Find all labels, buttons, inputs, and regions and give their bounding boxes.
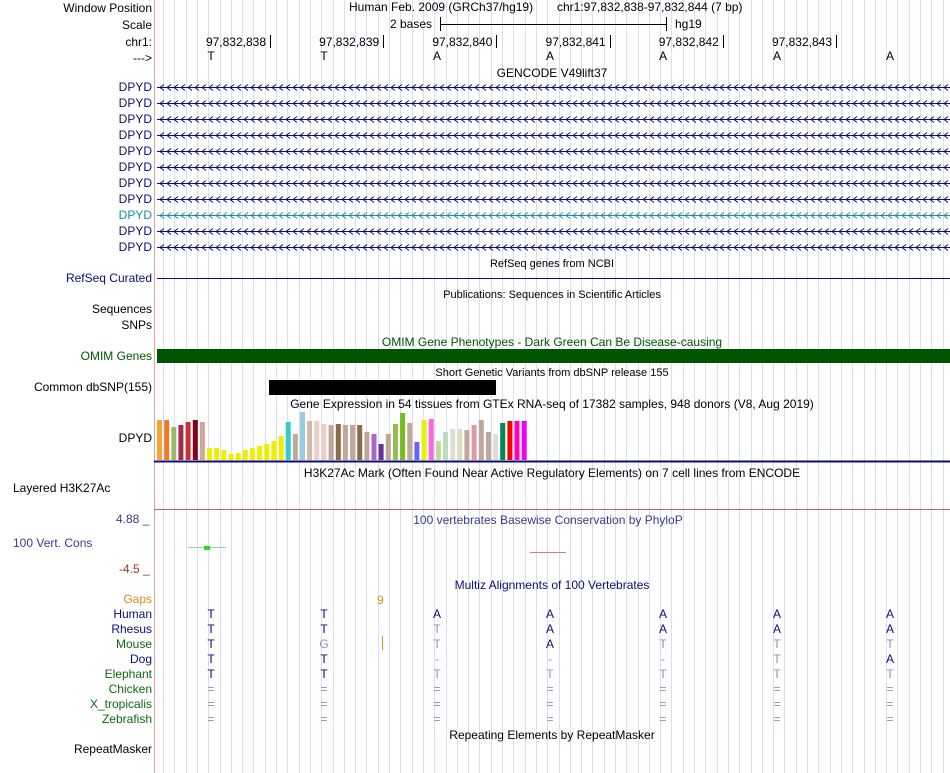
- gtex-tissue-bar: [379, 444, 384, 460]
- h3k27ac-title: H3K27Ac Mark (Often Found Near Active Regulatory Elements) on 7 cell lines from ENCODE: [303, 466, 801, 480]
- species-label[interactable]: Mouse: [115, 637, 152, 651]
- aligned-base: T: [320, 667, 328, 681]
- gtex-tissue-bar: [400, 413, 405, 460]
- aligned-base: =: [886, 697, 894, 711]
- gtex-tissue-bar: [407, 423, 412, 460]
- gtex-tissue-bar: [314, 421, 319, 460]
- reference-base: A: [772, 49, 782, 63]
- gtex-tissue-bar: [500, 423, 505, 460]
- gtex-tissue-bar: [236, 453, 241, 460]
- gencode-transcript-label[interactable]: DPYD: [118, 239, 152, 254]
- aligned-base: =: [207, 712, 215, 726]
- gtex-tissue-bar: [357, 425, 362, 460]
- gencode-transcript: [157, 101, 950, 107]
- gtex-tissue-bar: [386, 434, 391, 460]
- species-label[interactable]: Elephant: [104, 667, 152, 681]
- aligned-base: T: [207, 652, 215, 666]
- aligned-base: T: [207, 667, 215, 681]
- aligned-base: T: [320, 622, 328, 636]
- aligned-base: =: [433, 712, 441, 726]
- gencode-transcript-label[interactable]: DPYD: [118, 159, 152, 174]
- multiz-title: Multiz Alignments of 100 Vertebrates: [454, 578, 650, 592]
- gencode-transcript-label[interactable]: DPYD: [118, 111, 152, 126]
- gtex-tissue-bar: [450, 429, 455, 460]
- gtex-tissue-bar: [178, 425, 183, 460]
- dbsnp-title: Short Genetic Variants from dbSNP release 155: [435, 367, 669, 379]
- gtex-tissue-bar: [200, 422, 205, 460]
- aligned-base: A: [432, 607, 442, 621]
- species-label[interactable]: Human: [113, 607, 152, 621]
- gtex-title: Gene Expression in 54 tissues from GTEx RNA-seq of 17382 samples, 948 donors (V8, Aug 2019): [290, 397, 814, 411]
- aligned-base: =: [320, 682, 328, 696]
- aligned-base: =: [546, 682, 554, 696]
- aligned-base: =: [433, 682, 441, 696]
- gtex-tissue-bar: [300, 412, 305, 460]
- gtex-tissue-bar: [507, 421, 512, 460]
- gtex-tissue-bar: [171, 427, 176, 460]
- aligned-base: =: [659, 682, 667, 696]
- aligned-base: A: [772, 607, 782, 621]
- aligned-base: T: [773, 667, 781, 681]
- aligned-base: =: [659, 697, 667, 711]
- aligned-base: =: [546, 697, 554, 711]
- gtex-tissue-bar: [515, 421, 520, 460]
- aligned-base: A: [545, 607, 555, 621]
- aligned-base: =: [659, 712, 667, 726]
- gtex-tissue-bar: [372, 434, 377, 460]
- refseq-title: RefSeq genes from NCBI: [489, 258, 615, 270]
- repeatmasker-label[interactable]: RepeatMasker: [73, 742, 152, 756]
- coordinate-label: 97,832,839: [319, 35, 380, 49]
- gtex-tissue-bar: [393, 424, 398, 460]
- gencode-transcript: [157, 133, 950, 139]
- gtex-tissue-bar: [250, 448, 255, 460]
- species-label[interactable]: Dog: [129, 652, 152, 666]
- aligned-base: =: [546, 712, 554, 726]
- reference-base: T: [320, 49, 328, 63]
- gtex-tissue-bar: [336, 424, 341, 460]
- omim-label[interactable]: OMIM Genes: [80, 349, 152, 363]
- aligned-base: T: [886, 667, 894, 681]
- gtex-tissue-bar: [193, 420, 198, 460]
- gencode-transcript: [157, 229, 950, 235]
- aligned-base: =: [773, 712, 781, 726]
- aligned-base: =: [773, 697, 781, 711]
- publications-title: Publications: Sequences in Scientific Articles: [443, 289, 661, 301]
- phylop-title: 100 vertebrates Basewise Conservation by PhyloP: [413, 513, 683, 527]
- gtex-tissue-bar: [522, 421, 527, 460]
- dbsnp-variant-bar: [269, 380, 496, 395]
- gtex-tissue-bar: [329, 425, 334, 460]
- gtex-tissue-bar: [457, 429, 462, 460]
- gencode-transcript-lines: [157, 85, 950, 251]
- gtex-tissue-bar: [414, 442, 419, 460]
- sequences-label[interactable]: Sequences: [91, 302, 152, 316]
- aligned-base: T: [320, 607, 328, 621]
- dbsnp-label[interactable]: Common dbSNP(155): [33, 380, 152, 394]
- gtex-tissue-bar: [293, 434, 298, 460]
- chrom-label: chr1:: [125, 35, 152, 49]
- gtex-tissue-bar: [279, 436, 284, 460]
- phylop-max: 4.88 _: [116, 512, 150, 526]
- gap-count: 9: [377, 593, 384, 607]
- gtex-tissue-bar: [307, 421, 312, 460]
- aligned-base: =: [320, 712, 328, 726]
- coordinate-label: 97,832,843: [771, 35, 832, 49]
- window-position-label: Window Position: [63, 1, 152, 15]
- gtex-tissue-bar: [214, 448, 219, 460]
- aligned-base: T: [433, 667, 441, 681]
- gtex-tissue-bar: [243, 450, 248, 460]
- aligned-base: -: [435, 652, 439, 666]
- assembly-name: Human Feb. 2009 (GRCh37/hg19): [349, 0, 534, 14]
- aligned-base: A: [658, 607, 668, 621]
- repeatmasker-title: Repeating Elements by RepeatMasker: [449, 728, 655, 742]
- aligned-base: A: [772, 622, 782, 636]
- gtex-tissue-bar: [350, 425, 355, 460]
- gtex-tissue-bar: [493, 434, 498, 460]
- gencode-transcript-label[interactable]: DPYD: [118, 175, 152, 190]
- gaps-label: Gaps: [123, 592, 152, 606]
- aligned-base: -: [548, 652, 552, 666]
- aligned-base: T: [207, 607, 215, 621]
- gencode-transcript: [157, 245, 950, 251]
- gtex-tissue-bar: [472, 425, 477, 460]
- h3k27ac-label[interactable]: Layered H3K27Ac: [13, 481, 111, 495]
- coordinate-label: 97,832,841: [545, 35, 606, 49]
- aligned-base: T: [433, 622, 441, 636]
- gencode-transcript: [157, 85, 950, 91]
- scale-bar: [440, 17, 667, 31]
- gtex-tissue-bar: [343, 425, 348, 460]
- coordinate-label: 97,832,838: [205, 35, 266, 49]
- strand-label: --->: [133, 51, 152, 65]
- aligned-base: =: [207, 682, 215, 696]
- aligned-base: =: [886, 712, 894, 726]
- gtex-tissue-bar: [157, 420, 162, 460]
- coordinate-label: 97,832,840: [432, 35, 493, 49]
- aligned-base: T: [207, 622, 215, 636]
- gtex-tissue-bar: [286, 422, 291, 460]
- gtex-tissue-bar: [436, 441, 441, 460]
- aligned-base: T: [773, 637, 781, 651]
- gtex-tissue-bar: [264, 444, 269, 460]
- aligned-base: A: [885, 622, 895, 636]
- gencode-transcript: [157, 213, 950, 219]
- aligned-base: -: [661, 652, 665, 666]
- aligned-base: T: [320, 652, 328, 666]
- aligned-base: =: [207, 697, 215, 711]
- coordinate-label: 97,832,842: [658, 35, 719, 49]
- refseq-label[interactable]: RefSeq Curated: [65, 271, 152, 285]
- gtex-tissue-bar: [229, 454, 234, 460]
- reference-base: A: [432, 49, 442, 63]
- reference-base: A: [545, 49, 555, 63]
- gencode-title: GENCODE V49lift37: [496, 66, 608, 80]
- omim-title: OMIM Gene Phenotypes - Dark Green Can Be Disease-causing: [381, 335, 723, 349]
- aligned-base: A: [545, 637, 555, 651]
- gtex-tissue-bar: [322, 424, 327, 460]
- snps-label[interactable]: SNPs: [121, 318, 152, 332]
- gtex-tissue-bar: [479, 420, 484, 460]
- aligned-base: =: [320, 697, 328, 711]
- gencode-transcript-label[interactable]: DPYD: [118, 127, 152, 142]
- gtex-tissue-bar: [429, 419, 434, 460]
- gencode-transcript: [157, 117, 950, 123]
- species-label[interactable]: Rhesus: [111, 622, 152, 636]
- aligned-base: =: [773, 682, 781, 696]
- gtex-tissue-bar: [364, 432, 369, 460]
- aligned-base: T: [207, 637, 215, 651]
- species-label[interactable]: Chicken: [108, 682, 152, 696]
- gtex-tissue-bar: [207, 448, 212, 460]
- gtex-bars: [157, 412, 527, 460]
- phylop-label[interactable]: 100 Vert. Cons: [13, 536, 93, 550]
- aligned-base: T: [546, 667, 554, 681]
- db-name: hg19: [675, 17, 702, 31]
- gencode-transcript-label[interactable]: DPYD: [118, 191, 152, 206]
- gtex-tissue-bar: [422, 420, 427, 460]
- aligned-base: A: [545, 622, 555, 636]
- aligned-base: =: [886, 682, 894, 696]
- aligned-base: T: [659, 667, 667, 681]
- aligned-base: T: [659, 637, 667, 651]
- aligned-base: T: [773, 652, 781, 666]
- gtex-tissue-bar: [221, 450, 226, 460]
- gtex-label[interactable]: DPYD: [118, 431, 152, 445]
- aligned-base: T: [886, 637, 894, 651]
- aligned-base: =: [433, 697, 441, 711]
- phylop-min: -4.5 _: [119, 562, 150, 576]
- reference-base: A: [658, 49, 668, 63]
- aligned-base: A: [885, 652, 895, 666]
- gencode-transcript-label[interactable]: DPYD: [118, 79, 152, 94]
- reference-base: A: [885, 49, 895, 63]
- gencode-transcript-label[interactable]: DPYD: [118, 95, 152, 110]
- gtex-tissue-bar: [464, 430, 469, 460]
- omim-gene-bar: [157, 349, 950, 363]
- reference-base: T: [207, 49, 215, 63]
- gtex-tissue-bar: [271, 441, 276, 460]
- aligned-base: G: [319, 637, 329, 651]
- gencode-transcript-label[interactable]: DPYD: [118, 207, 152, 222]
- species-label[interactable]: Zebrafish: [101, 712, 152, 726]
- species-label[interactable]: X_tropicalis: [89, 697, 152, 711]
- gencode-transcript-label[interactable]: DPYD: [118, 223, 152, 238]
- gtex-tissue-bar: [164, 420, 169, 460]
- gtex-tissue-bar: [443, 432, 448, 460]
- gencode-transcript-label[interactable]: DPYD: [118, 143, 152, 158]
- phylop-mark: [204, 546, 210, 550]
- aligned-base: A: [658, 622, 668, 636]
- gtex-tissue-bar: [257, 446, 262, 460]
- position-text: chr1:97,832,838-97,832,844 (7 bp): [557, 0, 743, 14]
- aligned-base: A: [885, 607, 895, 621]
- gencode-transcript: [157, 181, 950, 187]
- gtex-tissue-bar: [486, 432, 491, 460]
- gtex-tissue-bar: [186, 422, 191, 460]
- scale-label: Scale: [121, 18, 152, 32]
- gencode-transcript: [157, 165, 950, 171]
- aligned-base: T: [433, 637, 441, 651]
- gencode-transcript: [157, 197, 950, 203]
- gencode-transcript: [157, 149, 950, 155]
- scale-text: 2 bases: [390, 17, 433, 31]
